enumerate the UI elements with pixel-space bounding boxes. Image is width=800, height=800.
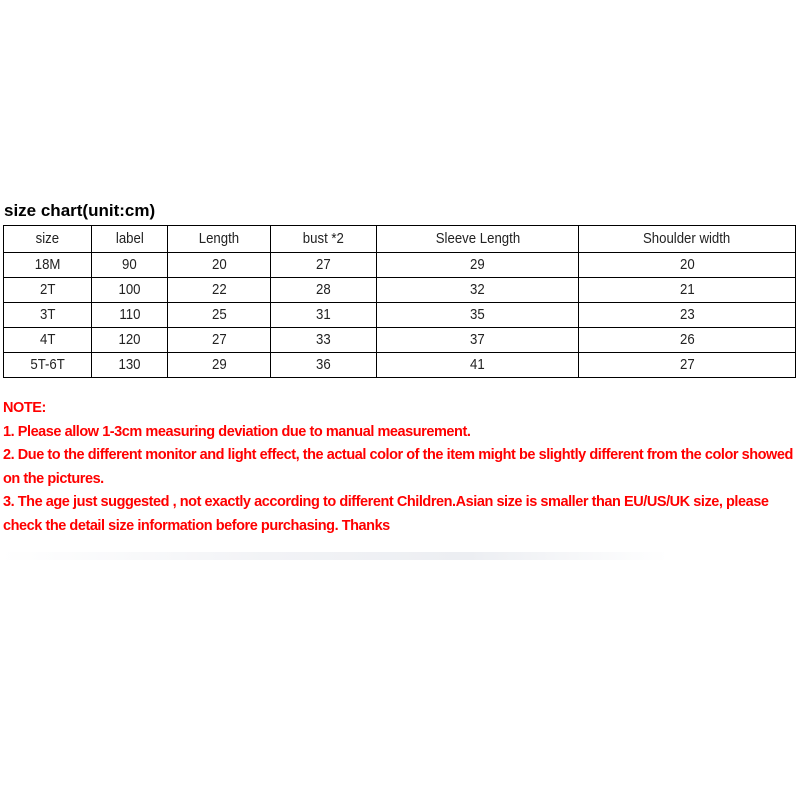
header-cell: Length bbox=[168, 226, 271, 253]
notes-section bbox=[3, 397, 795, 538]
table-cell: 35 bbox=[377, 303, 579, 328]
table-cell: 3T bbox=[4, 303, 92, 328]
header-cell: Shoulder width bbox=[579, 226, 796, 253]
table-row bbox=[4, 353, 796, 378]
size-chart-table bbox=[3, 225, 796, 378]
table-row bbox=[4, 303, 796, 328]
table-cell: 27 bbox=[271, 253, 377, 278]
table-cell: 29 bbox=[377, 253, 579, 278]
decorative-divider bbox=[0, 552, 668, 560]
table-cell: 21 bbox=[579, 278, 796, 303]
table-cell: 20 bbox=[168, 253, 271, 278]
note-item: 1. Please allow 1-3cm measuring deviation due to manual measurement. bbox=[3, 423, 471, 440]
table-cell: 32 bbox=[377, 278, 579, 303]
table-cell: 27 bbox=[579, 353, 796, 378]
table-cell: 37 bbox=[377, 328, 579, 353]
table-cell: 18M bbox=[4, 253, 92, 278]
table-cell: 20 bbox=[579, 253, 796, 278]
table-cell: 25 bbox=[168, 303, 271, 328]
header-cell: bust *2 bbox=[271, 226, 377, 253]
table-cell: 28 bbox=[271, 278, 377, 303]
table-cell: 31 bbox=[271, 303, 377, 328]
table-cell: 2T bbox=[4, 278, 92, 303]
note-item: 3. The age just suggested , not exactly according to different Children.Asian size is smaller than EU/US/UK size, please check the detail size information before purchasing. Thanks bbox=[3, 494, 769, 534]
notes-heading: NOTE: bbox=[3, 400, 46, 416]
table-cell: 22 bbox=[168, 278, 271, 303]
table-row bbox=[4, 278, 796, 303]
table-cell: 26 bbox=[579, 328, 796, 353]
table-cell: 33 bbox=[271, 328, 377, 353]
table-row bbox=[4, 328, 796, 353]
table-cell: 5T-6T bbox=[4, 353, 92, 378]
table-cell: 27 bbox=[168, 328, 271, 353]
header-cell: Sleeve Length bbox=[377, 226, 579, 253]
table-cell: 4T bbox=[4, 328, 92, 353]
table-cell: 100 bbox=[92, 278, 168, 303]
table-cell: 130 bbox=[92, 353, 168, 378]
note-item: 2. Due to the different monitor and light effect, the actual color of the item might be slightly different from the color showed on the pictures. bbox=[3, 447, 793, 487]
header-cell: label bbox=[92, 226, 168, 253]
table-cell: 23 bbox=[579, 303, 796, 328]
table-cell: 90 bbox=[92, 253, 168, 278]
header-cell: size bbox=[4, 226, 92, 253]
size-chart-title: size chart(unit:cm) bbox=[4, 201, 156, 220]
table-cell: 110 bbox=[92, 303, 168, 328]
table-cell: 120 bbox=[92, 328, 168, 353]
table-cell: 36 bbox=[271, 353, 377, 378]
table-cell: 41 bbox=[377, 353, 579, 378]
table-cell: 29 bbox=[168, 353, 271, 378]
table-row bbox=[4, 253, 796, 278]
table-header-row bbox=[4, 226, 796, 253]
